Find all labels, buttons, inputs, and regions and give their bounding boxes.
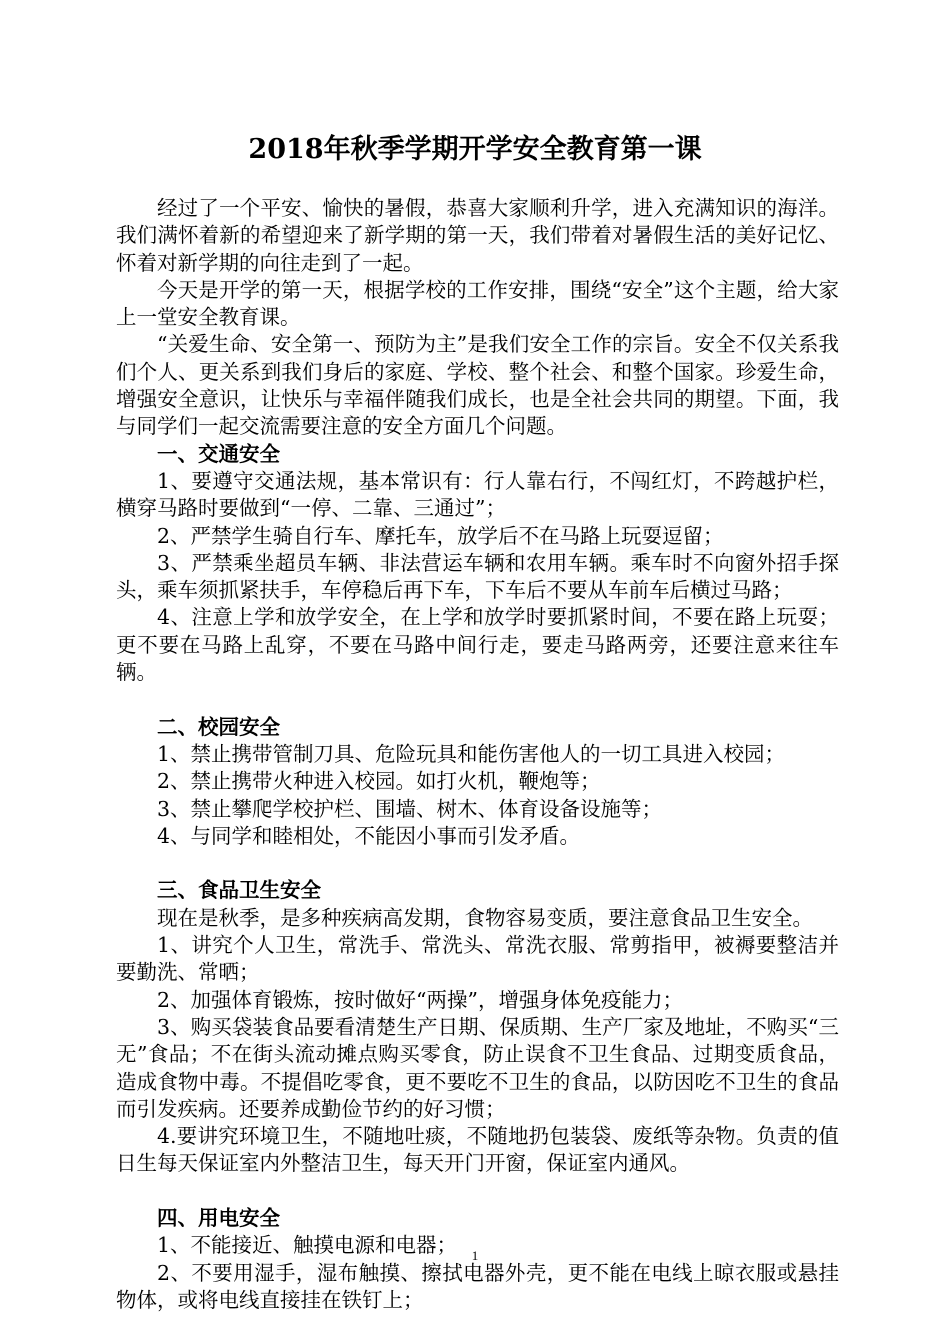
section-traffic-safety: [116, 441, 839, 687]
intro-paragraph: “关爱生命、安全第一、预防为主”是我们安全工作的宗旨。安全不仅关系我们个人、更关系到我们身后的家庭、学校、整个社会、和整个国家。珍爱生命，增强安全意识，让快乐与幸福伴随我们成长，也是全社会共同的期望。下面，我与同学们一起交流需要注意的安全方面几个问题。: [116, 332, 839, 439]
document-title: 2018年秋季学期开学安全教育第一课: [248, 134, 702, 165]
section-heading: 一、交通安全: [157, 441, 280, 466]
section-paragraph: 2、禁止携带火种进入校园。如打火机，鞭炮等；: [157, 769, 601, 794]
section-paragraph: 现在是秋季，是多种疾病高发期，食物容易变质，要注意食品卫生安全。: [157, 905, 813, 930]
section-paragraph: 3、禁止攀爬学校护栏、围墙、树木、体育设备设施等；: [157, 796, 663, 821]
section-paragraph: 1、禁止携带管制刀具、危险玩具和能伤害他人的一切工具进入校园；: [157, 741, 786, 766]
section-paragraph: 4、与同学和睦相处，不能因小事而引发矛盾。: [157, 823, 581, 848]
blank-line: [116, 1178, 839, 1205]
section-paragraph: 1、不能接近、触摸电源和电器；: [157, 1233, 458, 1258]
section-paragraph: 2、加强体育锻炼，按时做好“两操”，增强身体免疫能力；: [157, 987, 684, 1012]
section-paragraph: 4、注意上学和放学安全，在上学和放学时要抓紧时间，不要在路上玩耍；更不要在马路上乱穿，不要在马路中间行走，要走马路两旁，还要注意来往车辆。: [116, 605, 839, 685]
section-paragraph: 2、严禁学生骑自行车、摩托车，放学后不在马路上玩耍逗留；: [157, 523, 724, 548]
section-paragraph: 2、不要用湿手，湿布触摸、擦拭电器外壳，更不能在电线上晾衣服或悬挂物体，或将电线直接挂在铁钉上；: [116, 1260, 839, 1312]
document-body: [116, 195, 839, 1314]
section-paragraph: 1、要遵守交通法规，基本常识有：行人靠右行，不闯红灯，不跨越护栏，横穿马路时要做到“一停、二靠、三通过”；: [116, 468, 839, 521]
section-heading: 二、校园安全: [157, 714, 280, 739]
section-food-safety: [116, 877, 839, 1177]
page-number: 1: [471, 1248, 479, 1263]
intro-paragraph: 经过了一个平安、愉快的暑假，恭喜大家顺利升学，进入充满知识的海洋。我们满怀着新的希望迎来了新学期的第一天，我们带着对暑假生活的美好记忆、怀着对新学期的向往走到了一起。: [116, 196, 839, 275]
blank-line: [116, 850, 839, 877]
blank-line: [116, 686, 839, 713]
intro-paragraph: 今天是开学的第一天，根据学校的工作安排，围绕“安全”这个主题，给大家上一堂安全教育课。: [116, 277, 839, 330]
section-paragraph: 3、严禁乘坐超员车辆、非法营运车辆和农用车辆。乘车时不向窗外招手探头，乘车须抓紧扶手，车停稳后再下车，下车后不要从车前车后横过马路；: [116, 550, 839, 603]
section-paragraph: 3、购买袋装食品要看清楚生产日期、保质期、生产厂家及地址，不购买“三无”食品；不在街头流动摊点购买零食，防止误食不卫生食品、过期变质食品，造成食物中毒。不提倡吃零食，更不要吃不卫生的食品，以防因吃不卫生的食品而引发疾病。还要养成勤俭节约的好习惯；: [116, 1014, 839, 1121]
section-heading: 三、食品卫生安全: [157, 878, 321, 903]
section-campus-safety: [116, 714, 839, 850]
section-paragraph: 1、讲究个人卫生，常洗手、常洗头、常洗衣服、常剪指甲，被褥要整洁并要勤洗、常晒；: [116, 933, 839, 985]
section-paragraph: 4.要讲究环境卫生，不随地吐痰，不随地扔包装袋、废纸等杂物。负责的值日生每天保证室内外整洁卫生，每天开门开窗，保证室内通风。: [116, 1124, 839, 1176]
section-heading: 四、用电安全: [157, 1205, 280, 1230]
